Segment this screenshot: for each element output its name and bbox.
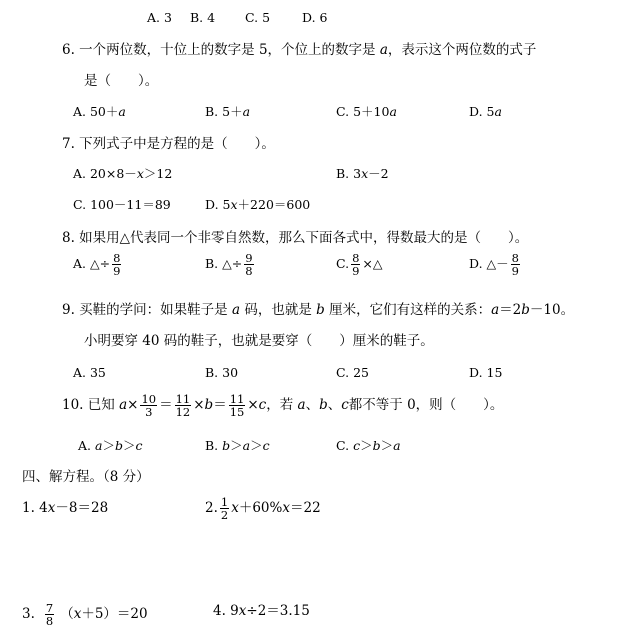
equation-1: 1. 4x－8＝28 [22,500,109,516]
equation-3: 3. $\frac{7}{8}$ （x＋5）＝20 [22,601,148,628]
fraction: $\frac{8}{9}$ [352,251,360,278]
q10-option-c: C. c＞b＞a [336,438,401,453]
fraction: $\frac{10}{3}$ [141,392,157,419]
fraction: $\frac{7}{8}$ [45,601,54,628]
q9-option-b: B. 30 [205,365,239,380]
q6-option-c: C. 5＋10a [336,104,397,119]
q9-stem-cont: 小明要穿 40 码的鞋子，也就是要穿（ ）厘米的鞋子。 [84,333,434,349]
q9-option-d: D. 15 [469,365,503,380]
equation-4: 4. 9x÷2＝3.15 [213,603,310,619]
q7-stem: 7. 下列式子中是方程的是（ ）。 [62,136,275,152]
fraction: $\frac{8}{9}$ [113,251,121,278]
q9-stem: 9. 买鞋的学问：如果鞋子是 a 码，也就是 b 厘米，它们有这样的关系：a＝2b－10。 [62,302,575,318]
q6-option-d: D. 5a [469,104,502,119]
q5-option-a: A. 3 [147,10,172,25]
q5-option-b: B. 4 [190,10,216,25]
q7-option-c: C. 100－11＝89 [73,197,171,212]
q7-option-d: D. 5x＋220＝600 [205,197,311,212]
fraction: $\frac{11}{12}$ [175,392,191,419]
q6-option-b: B. 5＋a [205,104,251,119]
q9-option-c: C. 25 [336,365,369,380]
q8-option-a: A. △÷ $\frac{8}{9}$ [73,251,121,278]
q5-option-c: C. 5 [245,10,271,25]
fraction: $\frac{9}{8}$ [245,251,253,278]
section-heading: 四、解方程。（8 分） [22,469,150,485]
q6-stem: 6. 一个两位数，十位上的数字是 5，个位上的数字是 a，表示这个两位数的式子 [62,42,537,58]
q6-option-a: A. 50＋a [73,104,126,119]
q8-option-c: C. $\frac{8}{9}$ ×△ [336,251,383,278]
q9-option-a: A. 35 [73,365,106,380]
q6-stem-cont: 是（ ）。 [84,73,159,89]
equation-2: 2. $\frac{1}{2}$ x＋60%x＝22 [205,495,321,522]
q7-option-b: B. 3x－2 [336,166,389,181]
q10-stem: 10. 已知 a× $\frac{10}{3}$ ＝ $\frac{11}{12}$ ×b＝ $\frac{11}{15}$ ×c，若 a、b、c都不等于 0，则（ ）。 [62,392,504,419]
fraction: $\frac{8}{9}$ [511,251,519,278]
q7-option-a: A. 20×8－x＞12 [73,166,173,181]
fraction: $\frac{1}{2}$ [220,495,229,522]
q5-option-d: D. 6 [302,10,328,25]
q8-option-b: B. △÷ $\frac{9}{8}$ [205,251,253,278]
q10-option-a: A. a＞b＞c [78,438,143,453]
q8-option-d: D. △－ $\frac{8}{9}$ [469,251,519,278]
fraction: $\frac{11}{15}$ [229,392,245,419]
q10-option-b: B. b＞a＞c [205,438,270,453]
q8-stem: 8. 如果用△代表同一个非零自然数，那么下面各式中，得数最大的是（ ）。 [62,230,529,246]
